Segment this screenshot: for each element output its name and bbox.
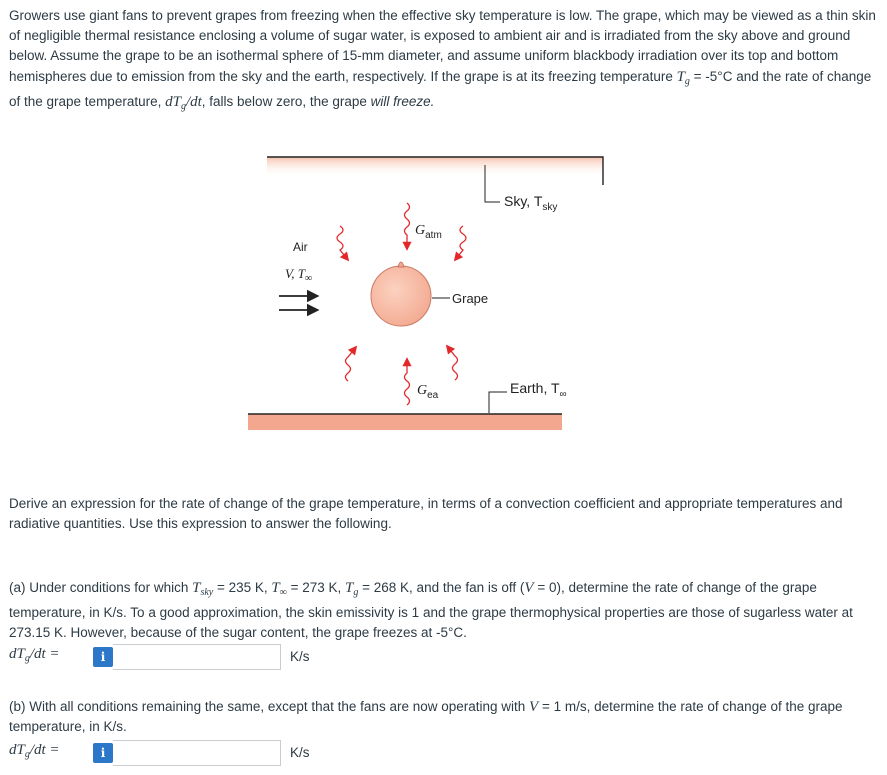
part-a-unit: K/s bbox=[290, 648, 310, 664]
part-a-answer-input[interactable] bbox=[113, 644, 281, 670]
part-b-unit: K/s bbox=[290, 744, 310, 760]
grape-stem bbox=[398, 262, 404, 267]
part-b-answer-row bbox=[9, 738, 310, 768]
earth-label: Earth, $T_\infty$ bbox=[510, 380, 567, 400]
part-b-question: (b) With all conditions remaining the same, except that the fans are now operating with V = 1 m/s, determine the rate of change of the grape temperature, in K/s. bbox=[9, 699, 843, 735]
part-a-answer-row bbox=[9, 642, 310, 672]
sky-band bbox=[267, 157, 603, 177]
earth-leader bbox=[489, 392, 507, 413]
grape-label: Grape bbox=[452, 291, 489, 306]
sky-radiation-arrow-left bbox=[337, 226, 348, 260]
sky-radiation-arrow-center bbox=[405, 203, 410, 249]
part-a-question: (a) Under conditions for which $T_{sky} = 235$ K, $T_\infty = 273$ K, $T_g = 268$ K, and the fan is off (V = 0), determine the rate of change of the grape temperature, in K/s. To a good approximation, the skin emissivity is 1 and the grape thermophysical properties are those of sugarless water at 273.15 K. However, because of the sugar content, the grape freezes at -5°C. bbox=[9, 580, 853, 641]
part-a-answer-label: $dT_g/dt$ = bbox=[9, 646, 60, 665]
g-ea-label: $G_{ea}$ bbox=[417, 383, 439, 401]
grape-sphere bbox=[371, 266, 431, 326]
air-label: Air bbox=[293, 240, 308, 254]
part-b-answer-label: $dT_g/dt$ = bbox=[9, 742, 60, 761]
earth-radiation-arrow-right bbox=[447, 346, 458, 380]
sky-label: Sky, $T_{sky}$ bbox=[504, 193, 558, 213]
earth-ground bbox=[248, 414, 562, 430]
air-vars-label: V, $T_\infty$ bbox=[285, 266, 313, 284]
part-b-info-icon[interactable]: i bbox=[93, 743, 113, 763]
grape-diagram-svg bbox=[245, 148, 615, 438]
derive-instruction: Derive an expression for the rate of change of the grape temperature, in terms of a convection coefficient and appropriate temperatures and radiative quantities. Use this expression to answer the following. bbox=[9, 496, 843, 532]
grape-diagram bbox=[245, 148, 615, 438]
part-a-info-icon[interactable]: i bbox=[93, 647, 113, 667]
g-atm-label: $G_{atm}$ bbox=[415, 223, 442, 241]
sky-radiation-arrow-right bbox=[455, 226, 466, 260]
part-b-answer-input[interactable] bbox=[113, 740, 281, 766]
earth-radiation-arrow-center bbox=[405, 359, 410, 405]
earth-radiation-arrow-left bbox=[346, 347, 357, 381]
problem-intro: Growers use giant fans to prevent grapes from freezing when the effective sky temperature is low. The grape, which may be viewed as a thin skin of negligible thermal resistance enclosing a volume of sugar water, is exposed to ambient air and is irradiated from the sky above and ground below. Assume the grape to be an isothermal sphere of 15-mm diameter, and assume uniform blackbody irradiation over its top and bottom hemispheres due to emission from the sky and the earth, respectively. If the grape is at its freezing temperature $T_g = -5^\circ C$ and the rate of change of the grape temperature, $dT_g/dt$, falls below zero, the grape will freeze. bbox=[9, 8, 876, 112]
